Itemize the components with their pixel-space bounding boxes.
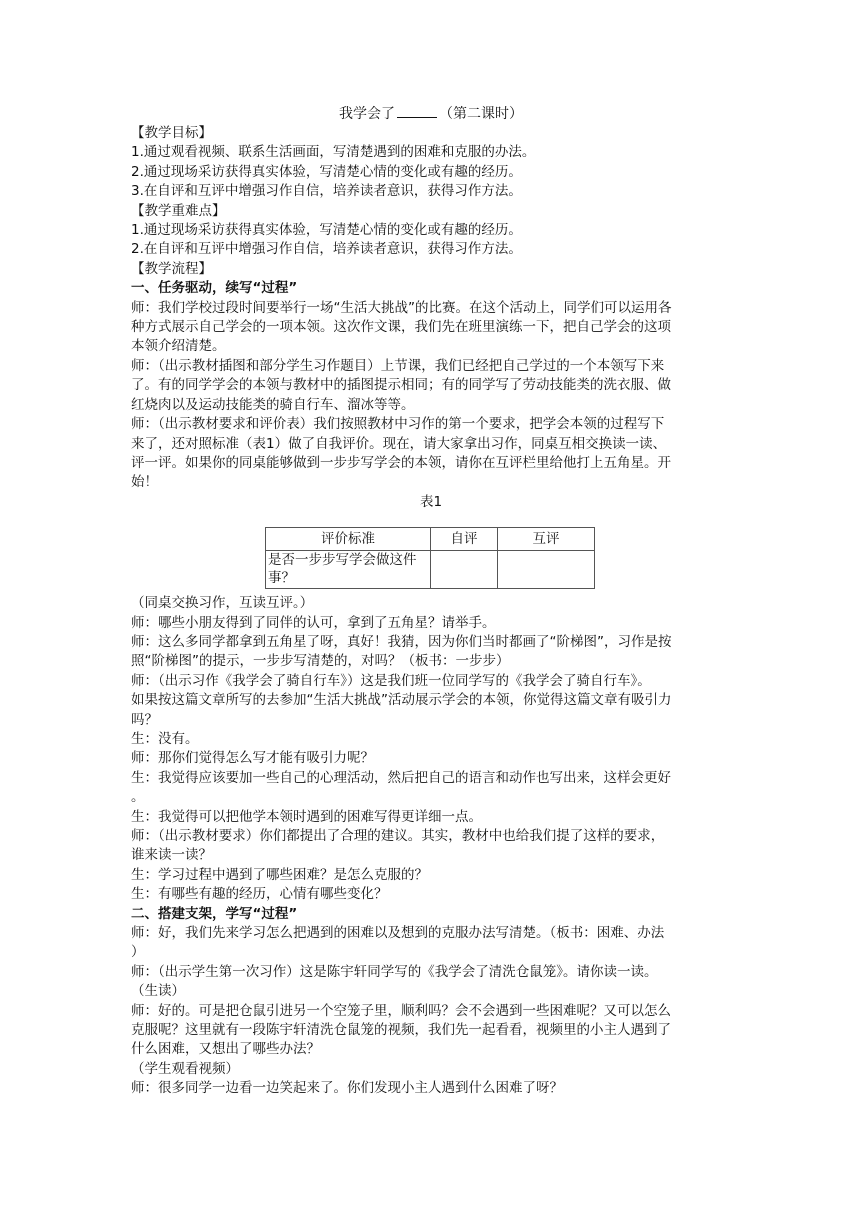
text-line: 种方式展示自己学会的一项本领。这次作文课，我们先在班里演练一下，把自己学会的这项 bbox=[131, 319, 671, 336]
table-header-row bbox=[266, 528, 595, 551]
text-line: 1.通过观看视频、联系生活画面，写清楚遇到的困难和克服的办法。 bbox=[131, 144, 536, 161]
text-line: 来了，还对照标准（表1）做了自我评价。现在，请大家拿出习作，同桌互相交换读一读、 bbox=[131, 435, 667, 452]
text-line: 师：（出示教材要求）你们都提出了合理的建议。其实，教材中也给我们提了这样的要求， bbox=[131, 828, 665, 844]
header-peer: 互评 bbox=[498, 528, 595, 551]
text-line: 红烧肉以及运动技能类的骑自行车、溜冰等等。 bbox=[131, 396, 415, 413]
text-line: 师：（出示教材要求和评价表）我们按照教材中习作的第一个要求，把学会本领的过程写下 bbox=[131, 416, 665, 433]
text-line: 本领介绍清楚。 bbox=[131, 338, 226, 355]
text-line: 师：这么多同学都拿到五角星了呀，真好！我猜，因为你们当时都画了“阶梯图”，习作是按 bbox=[131, 633, 672, 650]
text-line: 【教学目标】 bbox=[131, 125, 212, 141]
text-line: 生：学习过程中遇到了哪些困难？是怎么克服的？ bbox=[131, 866, 428, 883]
cell-criterion: 是否一步步写学会做这件事？ bbox=[266, 551, 431, 589]
text-line: 师：（出示习作《我学会了骑自行车》）这是我们班一位同学写的《我学会了骑自行车》。 bbox=[131, 672, 651, 689]
text-line: 师：我们学校过段时间要举行一场“生活大挑战”的比赛。在这个活动上，同学们可以运用各 bbox=[131, 299, 672, 316]
text-line: 吗？ bbox=[131, 711, 158, 728]
section-heading: 二、搭建支架，学写“过程” bbox=[131, 905, 298, 922]
text-line: 师：好的。可是把仓鼠引进另一个空笼子里，顺利吗？会不会遇到一些困难呢？又可以怎么 bbox=[131, 1002, 671, 1019]
text-line: 3.在自评和互评中增强习作自信，培养读者意识，获得习作方法。 bbox=[131, 183, 522, 200]
text-line: （同桌交换习作，互读互评。） bbox=[131, 595, 314, 612]
text-line: 生：有哪些有趣的经历，心情有哪些变化？ bbox=[131, 886, 388, 903]
text-line: 师：很多同学一边看一边笑起来了。你们发现小主人遇到什么困难了呀？ bbox=[131, 1080, 563, 1097]
text-line: ） bbox=[131, 944, 145, 961]
text-line: 【教学流程】 bbox=[131, 260, 212, 277]
header-criterion: 评价标准 bbox=[266, 528, 431, 551]
text-line: 师：好，我们先来学习怎么把遇到的困难以及想到的克服办法写清楚。（板书：困难、办法 bbox=[131, 925, 665, 942]
section-after-table bbox=[131, 594, 731, 1099]
text-line: 。 bbox=[131, 789, 145, 806]
section-before-table bbox=[131, 124, 731, 493]
text-line: 什么困难，又想出了哪些办法？ bbox=[131, 1041, 320, 1058]
text-line: 生：没有。 bbox=[131, 730, 199, 747]
document-title bbox=[131, 104, 731, 124]
cell-self bbox=[431, 551, 498, 589]
cell-peer bbox=[498, 551, 595, 589]
table-row bbox=[266, 551, 595, 589]
text-line: 师：那你们觉得怎么写才能有吸引力呢？ bbox=[131, 750, 374, 767]
text-line: 【教学重难点】 bbox=[131, 202, 226, 219]
text-line: 2.通过现场采访获得真实体验，写清楚心情的变化或有趣的经历。 bbox=[131, 163, 522, 180]
table-caption: 表1 bbox=[419, 493, 443, 510]
text-line: 了。有的同学学会的本领与教材中的插图提示相同；有的同学写了劳动技能类的洗衣服、做 bbox=[131, 377, 671, 394]
text-line: 2.在自评和互评中增强习作自信，培养读者意识，获得习作方法。 bbox=[131, 241, 522, 258]
text-line: 生：我觉得应该要加一些自己的心理活动，然后把自己的语言和动作也写出来，这样会更好 bbox=[131, 769, 671, 786]
table-wrapper bbox=[131, 512, 731, 594]
text-line: （学生观看视频） bbox=[131, 1060, 239, 1077]
text-line: 生：我觉得可以把他学本领时遇到的困难写得更详细一点。 bbox=[131, 808, 482, 825]
evaluation-table bbox=[265, 527, 595, 589]
text-line: 照“阶梯图”的提示，一步步写清楚的，对吗？（板书：一步步） bbox=[131, 653, 510, 670]
title-blank bbox=[397, 104, 437, 118]
text-line: 谁来读一读？ bbox=[131, 847, 212, 864]
title-prefix: 我学会了 bbox=[339, 106, 395, 122]
text-line: 1.通过现场采访获得真实体验，写清楚心情的变化或有趣的经历。 bbox=[131, 222, 522, 239]
text-line: 始！ bbox=[131, 474, 158, 491]
text-line: 评一评。如果你的同桌能够做到一步步写学会的本领，请你在互评栏里给他打上五角星。开 bbox=[131, 454, 671, 471]
document-page bbox=[131, 104, 731, 1099]
section-heading: 一、任务驱动，续写“过程” bbox=[131, 280, 298, 297]
text-line: （生读） bbox=[131, 983, 185, 1000]
text-line: 克服呢？这里就有一段陈宇轩清洗仓鼠笼的视频，我们先一起看看，视频里的小主人遇到了 bbox=[131, 1022, 671, 1039]
text-line: 师：（出示教材插图和部分学生习作题目）上节课，我们已经把自己学过的一个本领写下来 bbox=[131, 357, 665, 374]
text-line: 如果按这篇文章所写的去参加“生活大挑战”活动展示学会的本领，你觉得这篇文章有吸引力 bbox=[131, 692, 672, 709]
text-line: 师：（出示学生第一次习作）这是陈宇轩同学写的《我学会了清洗仓鼠笼》。请你读一读。 bbox=[131, 963, 658, 980]
title-suffix: （第二课时） bbox=[439, 106, 523, 122]
header-self: 自评 bbox=[431, 528, 498, 551]
text-line: 师：哪些小朋友得到了同伴的认可，拿到了五角星？请举手。 bbox=[131, 614, 496, 631]
